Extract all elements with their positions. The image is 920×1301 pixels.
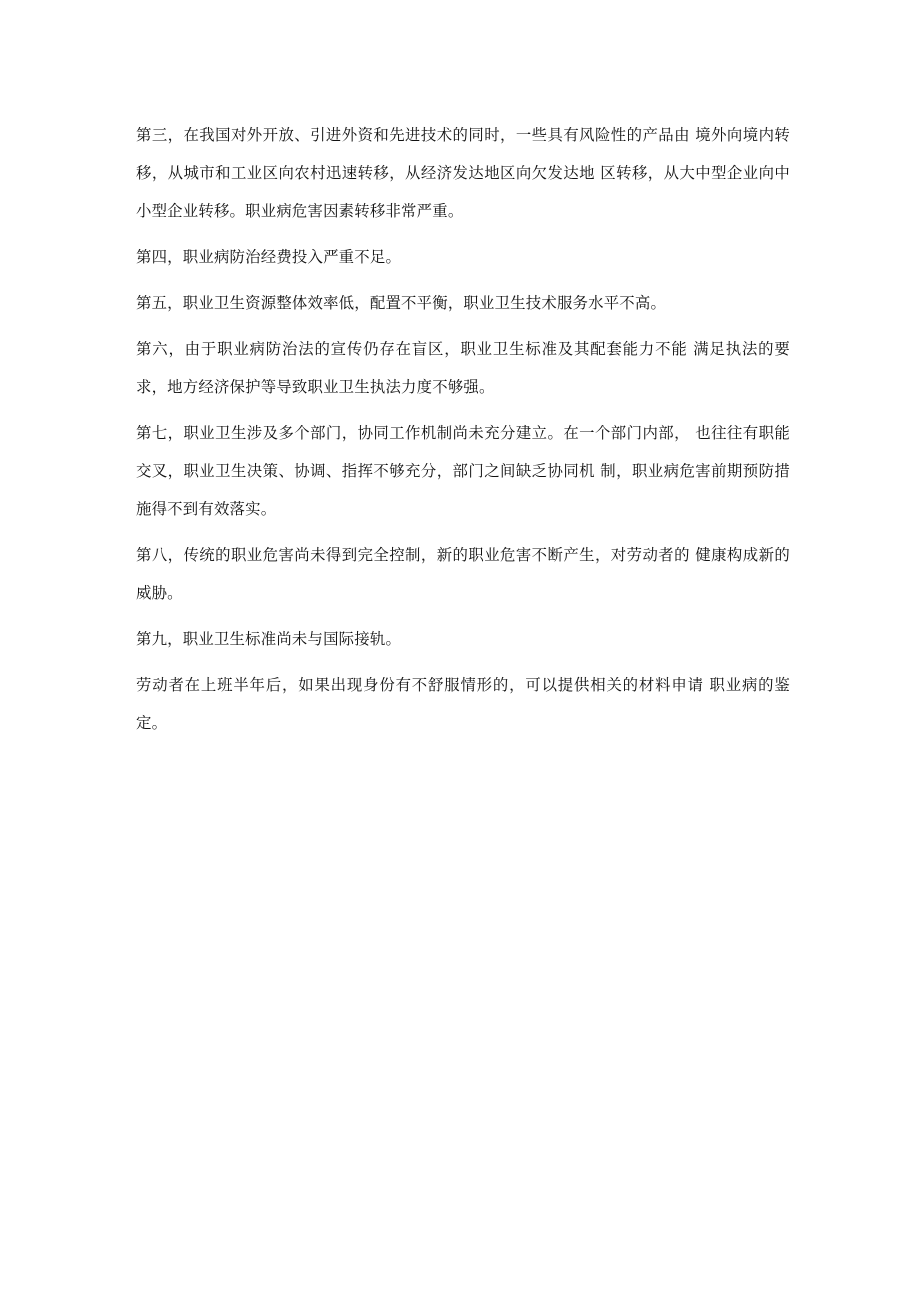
paragraph-appraisal: 劳动者在上班半年后，如果出现身份有不舒服情形的，可以提供相关的材料申请 职业病的鉴定。 <box>136 676 790 732</box>
paragraph-seventh: 第七，职业卫生涉及多个部门，协同工作机制尚未充分建立。在一个部门内部， 也往往有职能交叉，职业卫生决策、协调、指挥不够充分，部门之间缺乏协同机 制，职业病危害前期预防措施得不到有效落实。 <box>136 424 790 518</box>
document-body <box>136 116 790 750</box>
paragraph-fourth: 第四，职业病防治经费投入严重不足。 <box>136 248 402 266</box>
paragraph-third: 第三，在我国对外开放、引进外资和先进技术的同时，一些具有风险性的产品由 境外向境内转移，从城市和工业区向农村迅速转移，从经济发达地区向欠发达地 区转移，从大中型企业向中小型企业转移。职业病危害因素转移非常严重。 <box>136 126 790 220</box>
paragraph-sixth: 第六，由于职业病防治法的宣传仍存在盲区，职业卫生标准及其配套能力不能 满足执法的要求，地方经济保护等导致职业卫生执法力度不够强。 <box>136 340 790 396</box>
paragraph-eighth: 第八，传统的职业危害尚未得到完全控制，新的职业危害不断产生，对劳动者的 健康构成新的威胁。 <box>136 546 790 602</box>
paragraph-fifth: 第五，职业卫生资源整体效率低，配置不平衡，职业卫生技术服务水平不高。 <box>136 294 667 312</box>
paragraph-ninth: 第九，职业卫生标准尚未与国际接轨。 <box>136 630 402 648</box>
